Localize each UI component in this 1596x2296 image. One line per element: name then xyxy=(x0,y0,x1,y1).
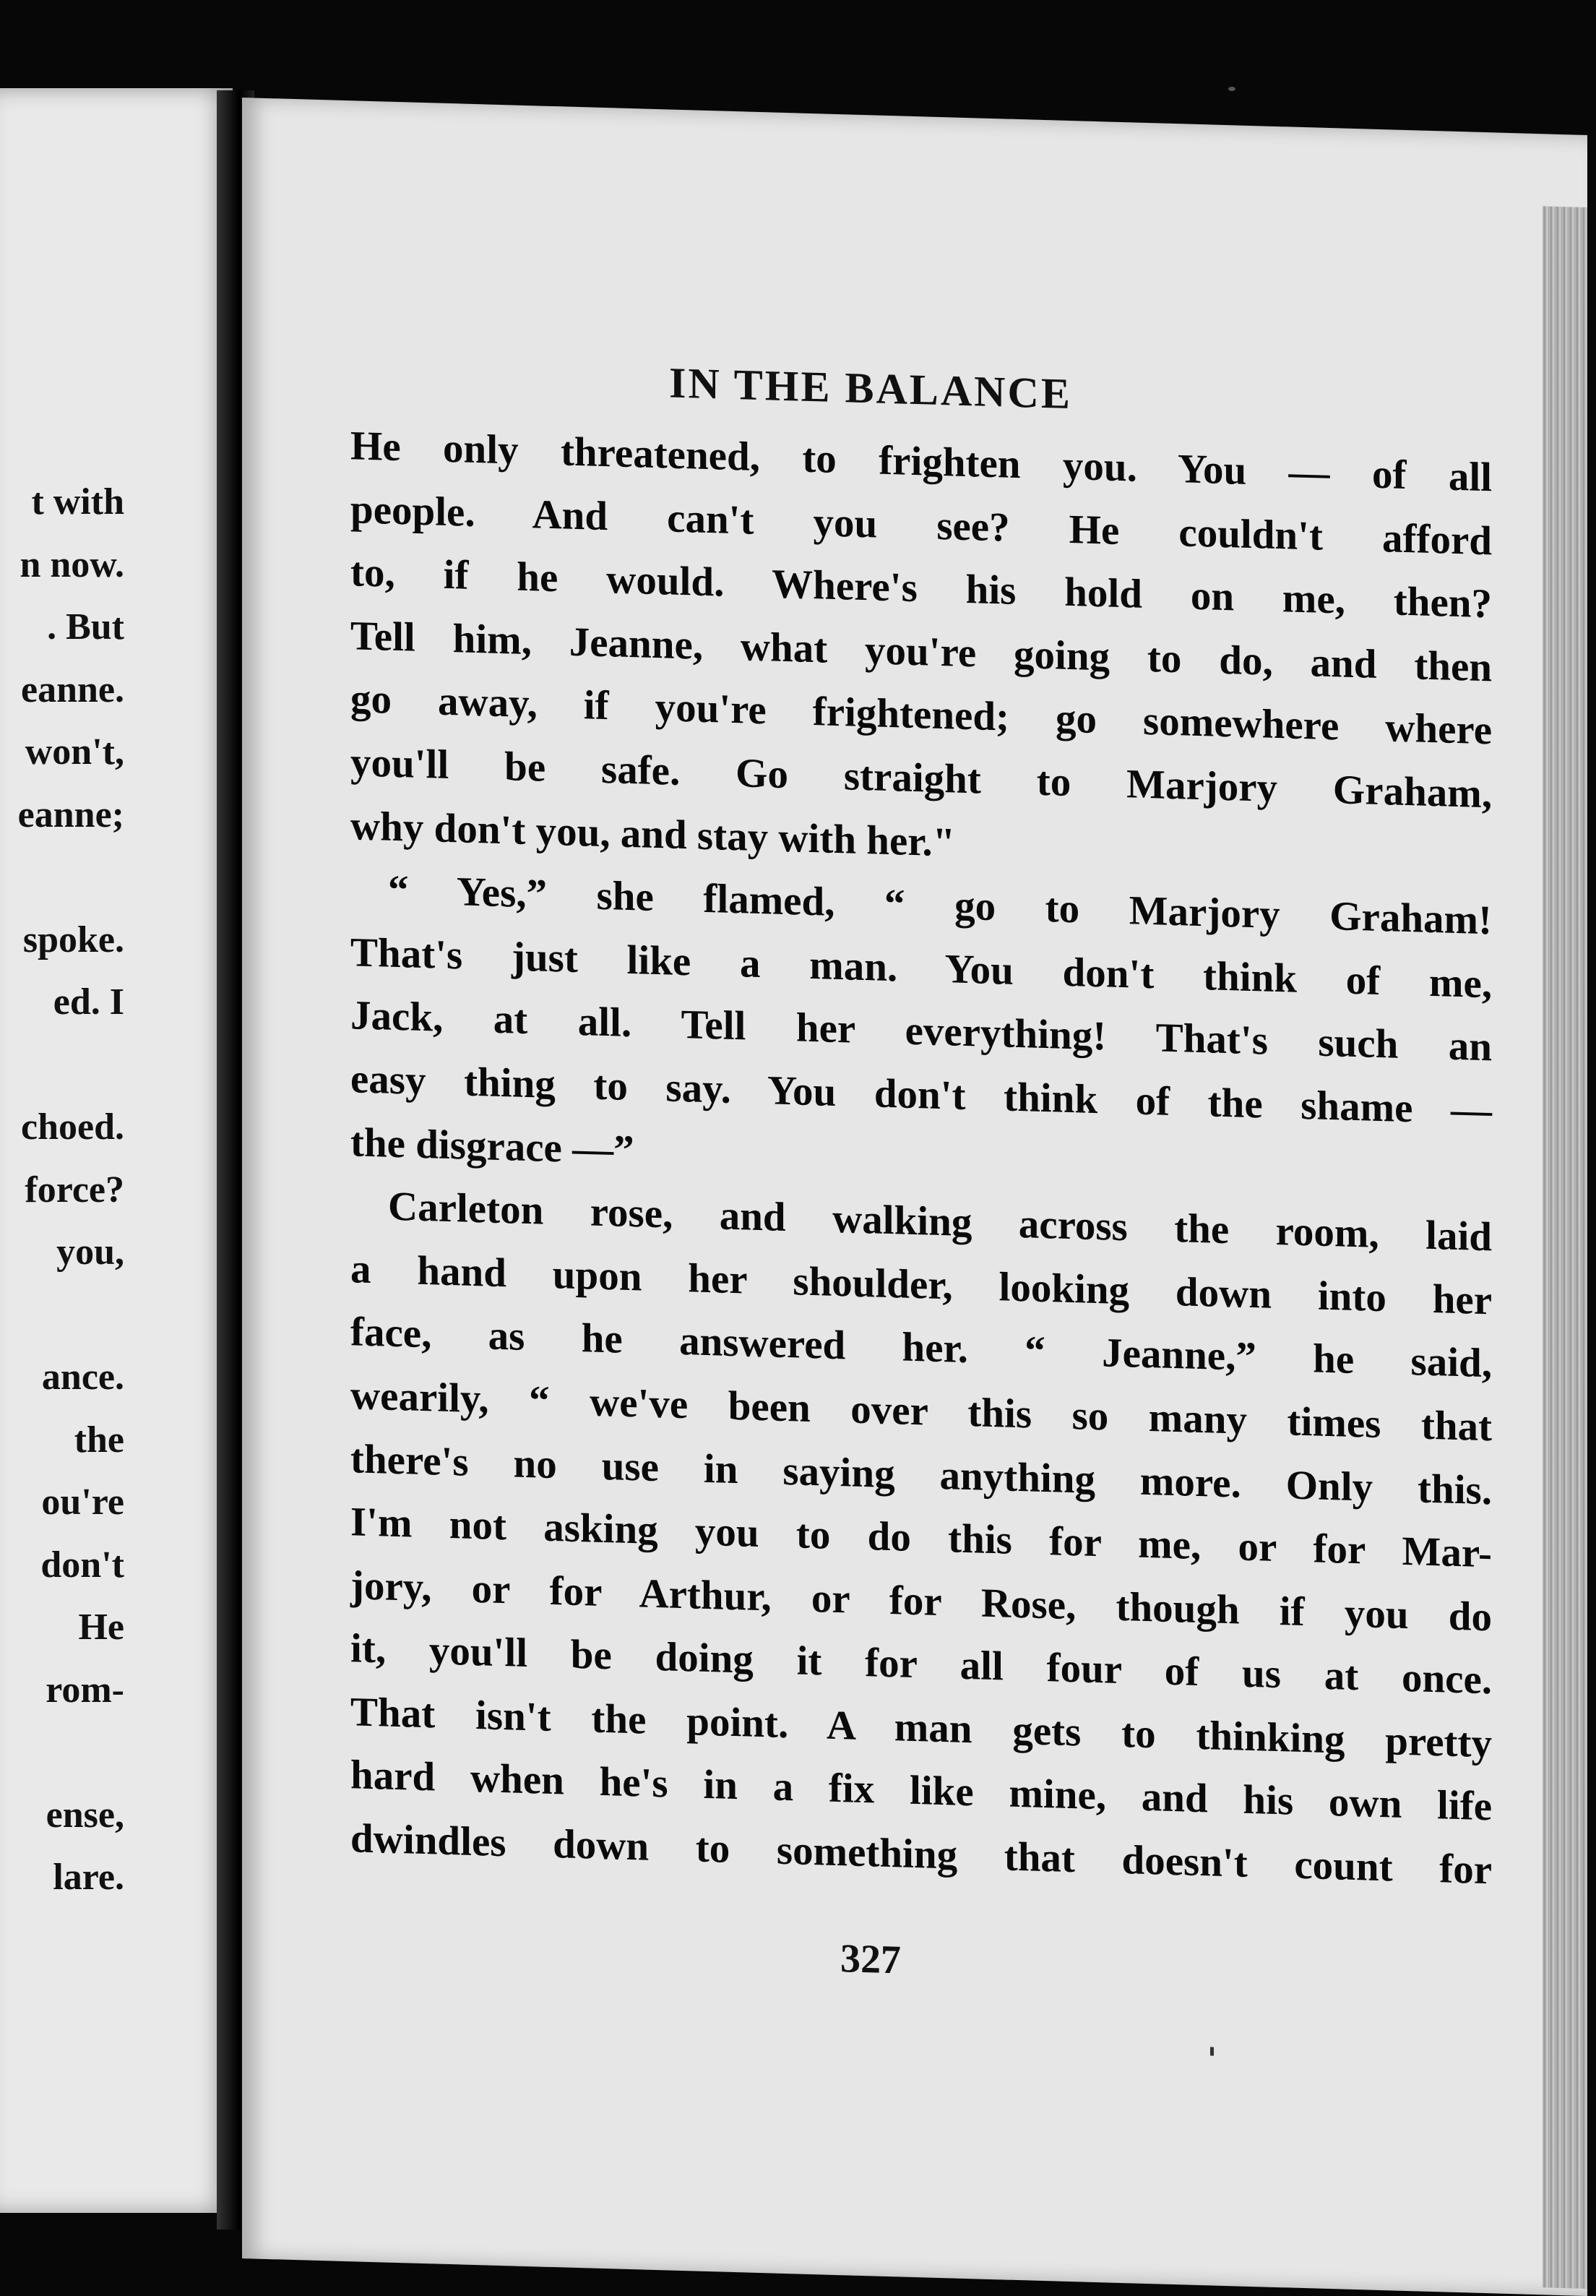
text-line: wearily, “ we've been over this so many times that xyxy=(350,1372,1492,1450)
text-line: why don't you, and stay with her." xyxy=(350,802,956,866)
book-page xyxy=(242,98,1587,2296)
left-page-line xyxy=(18,1284,124,1347)
left-page-line: He xyxy=(78,1607,124,1648)
dust-speck xyxy=(1228,87,1235,91)
left-page-line: spoke. xyxy=(22,919,124,960)
left-page-line: ou're xyxy=(41,1482,124,1523)
text-line: people. And can't you see? He couldn't afford xyxy=(350,486,1492,564)
left-page-line: don't xyxy=(40,1544,124,1586)
left-page-line: . But xyxy=(47,606,124,648)
left-page-line: n now. xyxy=(20,543,124,585)
running-head: IN THE BALANCE xyxy=(669,358,1072,418)
text-line: there's no use in saying anything more. Only this. xyxy=(350,1435,1492,1513)
text-line: He only threatened, to frighten you. You — of all xyxy=(350,423,1492,501)
text-line: to, if he would. Where's his hold on me, then? xyxy=(350,549,1492,627)
left-page-line: t with xyxy=(31,481,124,523)
left-page-line xyxy=(18,1034,124,1097)
left-page-line: choed. xyxy=(21,1106,124,1148)
left-page-line: lare. xyxy=(53,1857,124,1898)
text-line: the disgrace —” xyxy=(350,1119,634,1173)
left-page-text xyxy=(18,471,124,1909)
text-line: you'll be safe. Go straight to Marjory Graham, xyxy=(350,739,1492,817)
text-line: face, as he answered her. “ Jeanne,” he said, xyxy=(350,1309,1492,1387)
text-line: dwindles down to something that doesn't count for xyxy=(350,1815,1492,1893)
left-page-line: eanne; xyxy=(17,794,124,835)
left-page-line xyxy=(18,846,124,909)
text-line: That's just like a man. You don't think of me, xyxy=(350,929,1492,1007)
left-page-line: won't, xyxy=(25,731,124,773)
left-page-line: ed. I xyxy=(53,981,124,1023)
left-page-line: ense, xyxy=(46,1794,124,1836)
left-page-line: force? xyxy=(25,1169,124,1211)
left-page-line: ance. xyxy=(41,1356,124,1398)
text-line: Carleton rose, and walking across the room, laid xyxy=(388,1183,1492,1260)
text-line: “ Yes,” she flamed, “ go to Marjory Graham! xyxy=(388,867,1492,944)
left-page-line: the xyxy=(74,1419,124,1461)
text-line: hard when he's in a fix like mine, and his own life xyxy=(350,1752,1492,1830)
text-line: it, you'll be doing it for all four of us at once. xyxy=(350,1625,1492,1703)
text-line: That isn't the point. A man gets to thinking pretty xyxy=(350,1689,1492,1767)
page-number: 327 xyxy=(840,1936,901,1983)
dust-speck xyxy=(1210,2047,1214,2055)
body-text xyxy=(350,414,1492,1902)
left-page-line: you, xyxy=(56,1231,124,1273)
left-page-line: eanne. xyxy=(21,668,124,710)
left-facing-page xyxy=(0,88,233,2213)
left-page-line xyxy=(18,1721,124,1784)
text-line: I'm not asking you to do this for me, or for Mar- xyxy=(350,1499,1492,1577)
text-line: Tell him, Jeanne, what you're going to do, and then xyxy=(350,612,1492,691)
left-page-line: rom- xyxy=(46,1669,124,1711)
page-edges xyxy=(1543,206,1587,2289)
text-line: easy thing to say. You don't think of the shame — xyxy=(350,1056,1492,1134)
text-line: a hand upon her shoulder, looking down into her xyxy=(350,1245,1492,1324)
text-line: jory, or for Arthur, or for Rose, though if you do xyxy=(350,1562,1492,1641)
text-line: go away, if you're frightened; go somewhere where xyxy=(350,676,1492,754)
text-line: Jack, at all. Tell her everything! That's such an xyxy=(350,992,1492,1070)
